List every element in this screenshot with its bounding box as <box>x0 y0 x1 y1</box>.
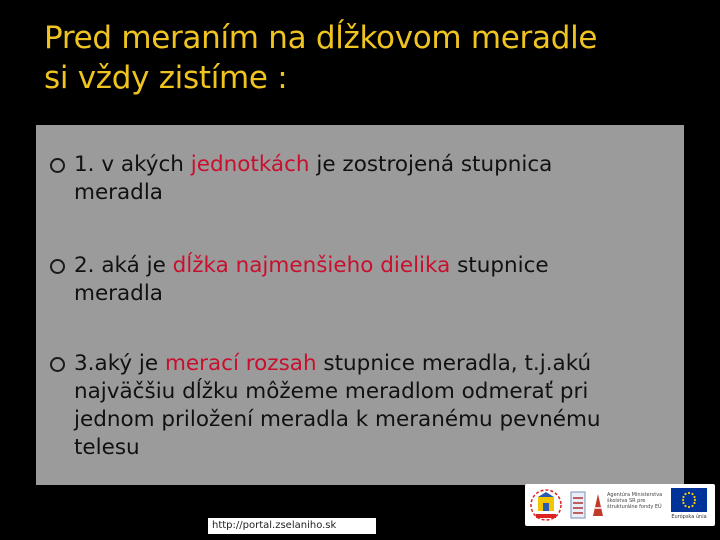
slide-title <box>44 18 704 98</box>
bullet-3-tail: stupnice meradla, t.j.akú <box>316 351 592 376</box>
school-logo-icon <box>529 487 563 523</box>
bullet-2-lead: 2. aká je <box>74 253 173 278</box>
agency-logo <box>591 490 663 520</box>
agency-logo-icon <box>591 490 605 520</box>
bullet-2-highlight: dĺžka najmenšieho dielika <box>172 253 451 278</box>
eu-caption: Európska únia <box>671 514 707 520</box>
agency-logo-text: Agentúra Ministerstva školstva SR pre štrukturálne fondy EÚ <box>607 492 663 510</box>
bullet-ring-icon <box>50 259 65 274</box>
bullet-1-highlight: jednotkách <box>190 152 310 177</box>
bullet-ring-icon <box>50 357 65 372</box>
bullet-1-continuation: meradla <box>74 180 163 205</box>
bullet-1-tail: je zostrojená stupnica <box>309 152 553 177</box>
eu-logo <box>667 486 711 524</box>
eu-flag-icon <box>671 488 707 512</box>
title-line-2: si vždy zistíme : <box>44 60 288 96</box>
bullet-item-2 <box>50 252 670 308</box>
content-panel <box>36 125 684 485</box>
agency-emblem-icon <box>569 490 587 520</box>
bullet-2-continuation: meradla <box>74 281 163 306</box>
bullet-1-lead: 1. v akých <box>74 152 191 177</box>
bullet-item-1 <box>50 151 670 207</box>
bullet-3-continuation: najväčšiu dĺžku môžeme meradlom odmerať pri jednom priložení meradla k meranému pevnému telesu <box>74 379 601 460</box>
footer-url: http://portal.zselaniho.sk <box>208 518 376 534</box>
bullet-2-tail: stupnice <box>450 253 549 278</box>
bullet-item-3 <box>50 350 670 462</box>
title-line-1: Pred meraním na dĺžkovom meradle <box>44 20 598 56</box>
bullet-ring-icon <box>50 158 65 173</box>
partner-logos <box>525 484 715 526</box>
bullet-3-highlight: merací rozsah <box>164 351 317 376</box>
bullet-3-lead: 3.aký je <box>74 351 165 376</box>
